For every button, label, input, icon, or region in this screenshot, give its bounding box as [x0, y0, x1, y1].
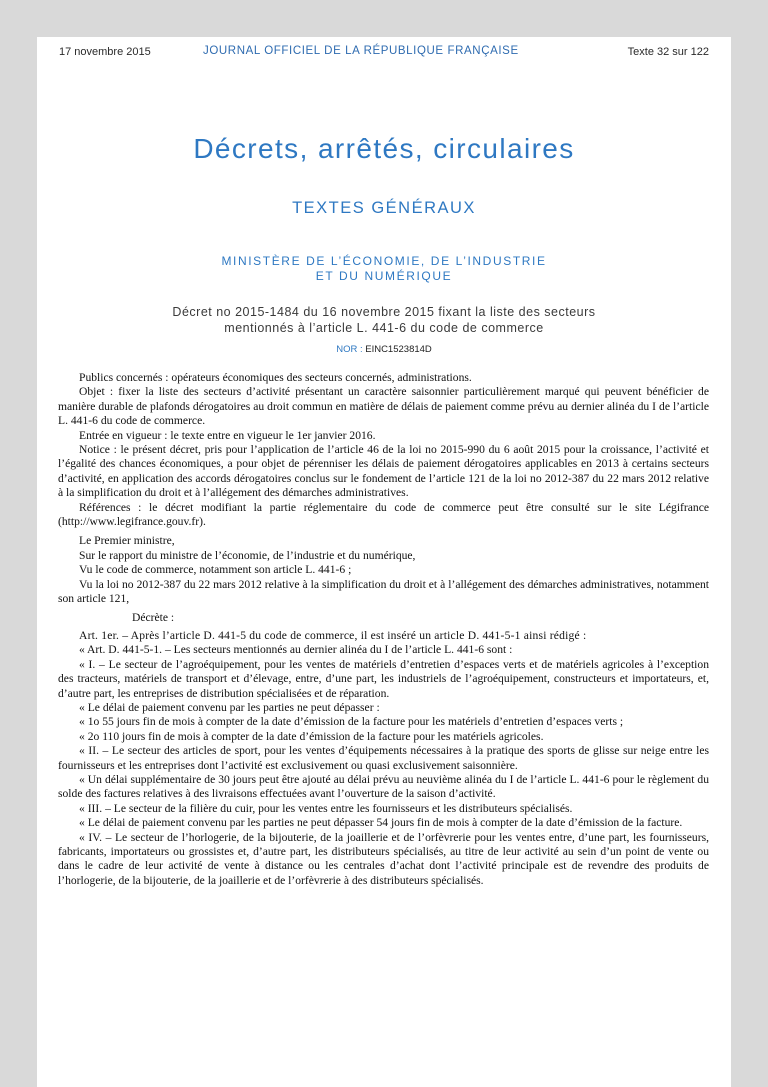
journal-page: [37, 37, 731, 1087]
paragraph-filiere-cuir: « III. – Le secteur de la filière du cuir, pour les ventes entre les fournisseurs et les distributeurs spécialisés.: [79, 801, 573, 815]
header-text-number: Texte 32 sur 122: [627, 46, 709, 58]
nor-value: EINC1523814D: [365, 344, 432, 355]
preamble-vu-loi: Vu la loi no 2012-387 du 22 mars 2012 relative à la simplification du droit et à l’allégement des démarches administratives, notamment son article 121,: [58, 577, 709, 606]
paragraph-1o-espaces-verts: « 1o 55 jours fin de mois à compter de la date d’émission de la facture pour les matériels d’entretien d’espaces verts ;: [79, 715, 624, 729]
paragraph-agroequipement: « I. – Le secteur de l’agroéquipement, pour les ventes de matériels d’entretien d’espaces verts et de matériels agricoles à l’exception des tracteurs, matériels de transport et d’élevage, entre, d’une part, les industriels de l’agroéquipement, constructeurs et importateurs, et, d’autre part, les entreprises de distribution spécialisées et de réparation.: [58, 657, 709, 700]
ministry-line-1: MINISTÈRE DE L’ÉCONOMIE, DE L’INDUSTRIE: [221, 254, 547, 268]
header-date: 17 novembre 2015: [59, 46, 151, 58]
ministry-heading: [37, 254, 731, 284]
paragraph-2o-materiels-agricoles: « 2o 110 jours fin de mois à compter de la date d’émission de la facture pour les matériels agricoles.: [79, 729, 544, 743]
article-d441-5-1: « Art. D. 441-5-1. – Les secteurs mentionnés au dernier alinéa du I de l’article L. 441-6 sont :: [79, 643, 513, 657]
nor-reference: [37, 344, 731, 355]
decree-title-line-2: mentionnés à l’article L. 441-6 du code de commerce: [224, 321, 544, 335]
preamble-premier-ministre: Le Premier ministre,: [79, 534, 175, 548]
paragraph-articles-de-sport: « II. – Le secteur des articles de sport, pour les ventes d’équipements nécessaires à la pratique des sports de glisse sur neige entre les fournisseurs et les entreprises dont l’activité est exclusivement ou quasi exclusivement saisonnière.: [58, 744, 709, 772]
paragraph-delai-paiement: « Le délai de paiement convenu par les parties ne peut dépasser :: [79, 700, 380, 714]
decree-body: [58, 371, 709, 888]
page-header: [37, 37, 731, 63]
decrete-heading: Décrète :: [132, 610, 175, 624]
nor-label: NOR :: [336, 344, 366, 355]
preamble-vu-code: Vu le code de commerce, notamment son article L. 441-6 ;: [79, 563, 352, 577]
article-1: Art. 1er. – Après l’article D. 441-5 du code de commerce, il est inséré un article D. 441-5-1 ainsi rédigé :: [79, 628, 587, 642]
paragraph-delai-54-jours: « Le délai de paiement convenu par les parties ne peut dépasser 54 jours fin de mois à compter de la date d’émission de la facture.: [79, 816, 683, 830]
summary-notice: Notice : le présent décret, pris pour l’application de l’article 46 de la loi no 2015-990 du 6 août 2015 pour la croissance, l’activité et l’égalité des chances économiques, a pour objet de pérenniser les délais de paiement dérogatoires applicables en 2013 à certains secteurs d’activité, en application des accords dérogatoires conclus sur le fondement de l’article 121 de la loi no 2012-387 du 22 mars 2012 relative à la simplification du droit et à l’allégement des démarches administratives.: [58, 443, 709, 500]
paragraph-delai-supplementaire: « Un délai supplémentaire de 30 jours peut être ajouté au délai prévu au neuvième alinéa du I de l’article L. 441-6 pour le règlement du solde des factures relatives à des livraisons effectuées avant l’ouverture de la saison d’activité.: [58, 772, 709, 801]
paragraph-horlogerie: « IV. – Le secteur de l’horlogerie, de la bijouterie, de la joaillerie et de l’orfèvrerie pour les ventes entre, d’une part, les fournisseurs, fabricants, importateurs ou grossistes et, d’autre part, les distributeurs spécialisés, au titre de leur activité au sein d’un point de vente ou dans le cadre de leur activité de vente à distance ou les centrales d’achat dont l’activité principale est de revendre des produits de l’horlogerie, de la bijouterie, de la joaillerie et de l’orfèvrerie à des distributeurs spécialisés.: [58, 830, 709, 887]
preamble-rapport: Sur le rapport du ministre de l’économie, de l’industrie et du numérique,: [79, 548, 416, 562]
summary-objet: Objet : fixer la liste des secteurs d’activité présentant un caractère saisonnier particulièrement marqué qui peuvent bénéficier de manière durable de plafonds dérogatoires au droit commun en matière de délais de paiement comme prévu au dernier alinéa du I de l’article L. 441-6 du code de commerce.: [58, 385, 709, 428]
decree-title-line-1: Décret no 2015-1484 du 16 novembre 2015 fixant la liste des secteurs: [172, 305, 596, 319]
section-title: Décrets, arrêtés, circulaires: [193, 133, 575, 164]
summary-publics: Publics concernés : opérateurs économiques des secteurs concernés, administrations.: [79, 371, 472, 384]
summary-entree-en-vigueur: Entrée en vigueur : le texte entre en vigueur le 1er janvier 2016.: [79, 428, 376, 442]
ministry-line-2: ET DU NUMÉRIQUE: [315, 269, 453, 283]
subsection-title: TEXTES GÉNÉRAUX: [292, 199, 476, 217]
decree-title: [37, 304, 731, 336]
header-journal-title: JOURNAL OFFICIEL DE LA RÉPUBLIQUE FRANÇAISE: [203, 45, 519, 57]
summary-references: Références : le décret modifiant la partie réglementaire du code de commerce peut être consulté sur le site Légifrance (http://www.legifrance.gouv.fr).: [58, 500, 709, 529]
